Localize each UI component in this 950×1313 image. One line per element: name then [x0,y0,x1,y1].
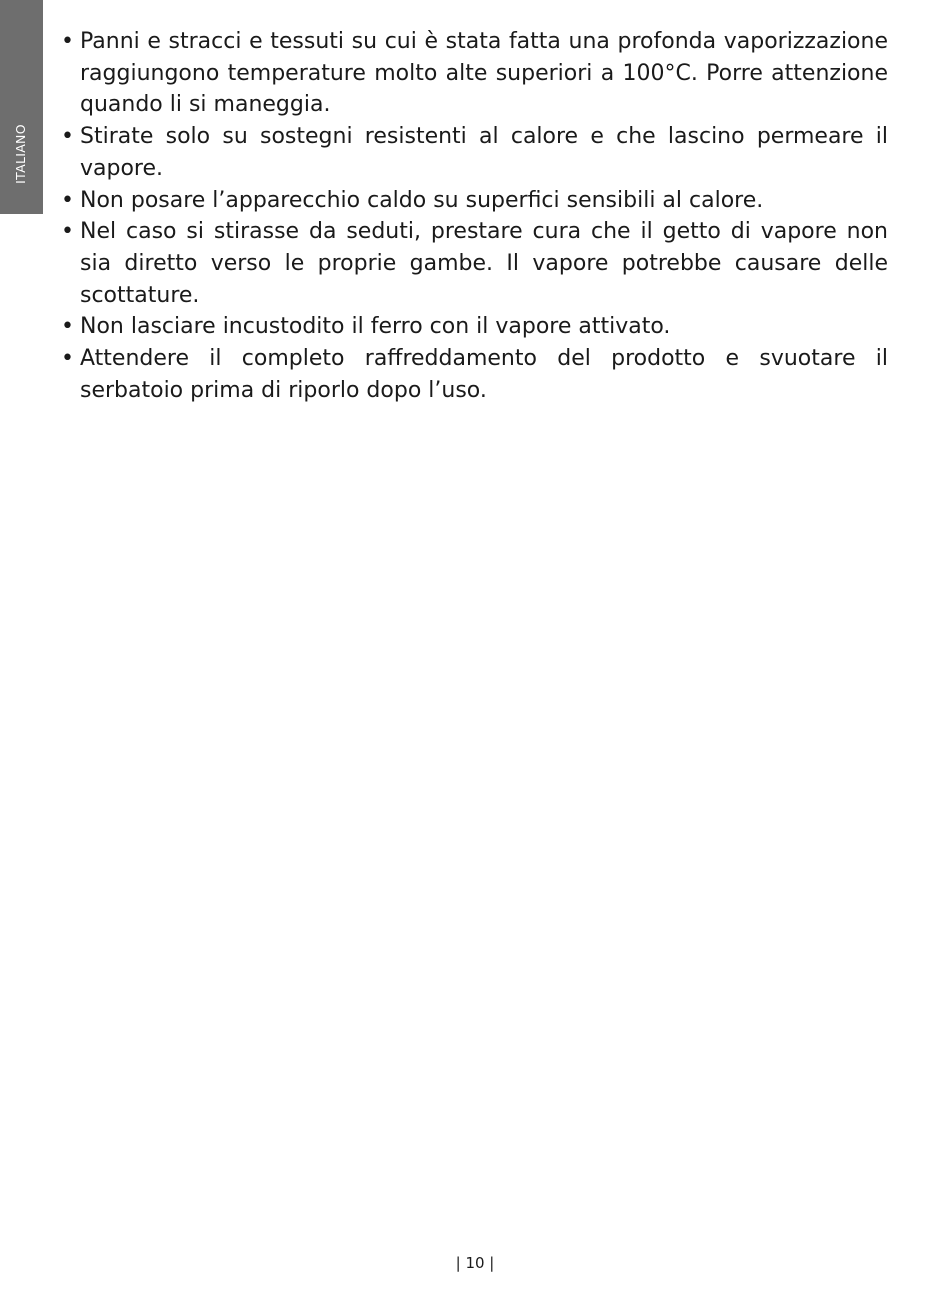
list-item [58,121,888,184]
page-number: | 10 | [455,1254,495,1272]
list-item [58,216,888,311]
safety-instructions-list [58,26,888,406]
list-item [58,311,888,343]
list-item-text: Stirate solo su sostegni resistenti al calore e che lascino permeare il vapore. [80,124,888,181]
list-item-text: Non lasciare incustodito il ferro con il vapore attivato. [80,314,671,340]
bullet-icon: • [61,187,74,213]
language-tab-label: ITALIANO [13,124,28,184]
bullet-icon: • [61,29,74,54]
list-item-text: Non posare l’apparecchio caldo su superfici sensibili al calore. [80,187,764,213]
list-item [58,26,888,121]
list-item [58,185,888,217]
language-tab [0,0,43,214]
bullet-icon: • [61,314,74,340]
list-item [58,343,888,406]
list-item-text: Nel caso si stirasse da seduti, prestare cura che il getto di vapore non sia diretto verso le proprie gambe. Il vapore potrebbe causare delle scottature. [80,219,888,308]
bullet-icon: • [61,124,74,150]
bullet-icon: • [61,346,74,372]
bullet-icon: • [61,219,74,245]
list-item-text: Panni e stracci e tessuti su cui è stata fatta una profonda vaporizzazione raggiungono temperature molto alte superiori a 100°C. Porre attenzione quando li si maneggia. [80,29,888,118]
list-item-text: Attendere il completo raffreddamento del prodotto e svuotare il serbatoio prima di riporlo dopo l’uso. [80,346,888,403]
